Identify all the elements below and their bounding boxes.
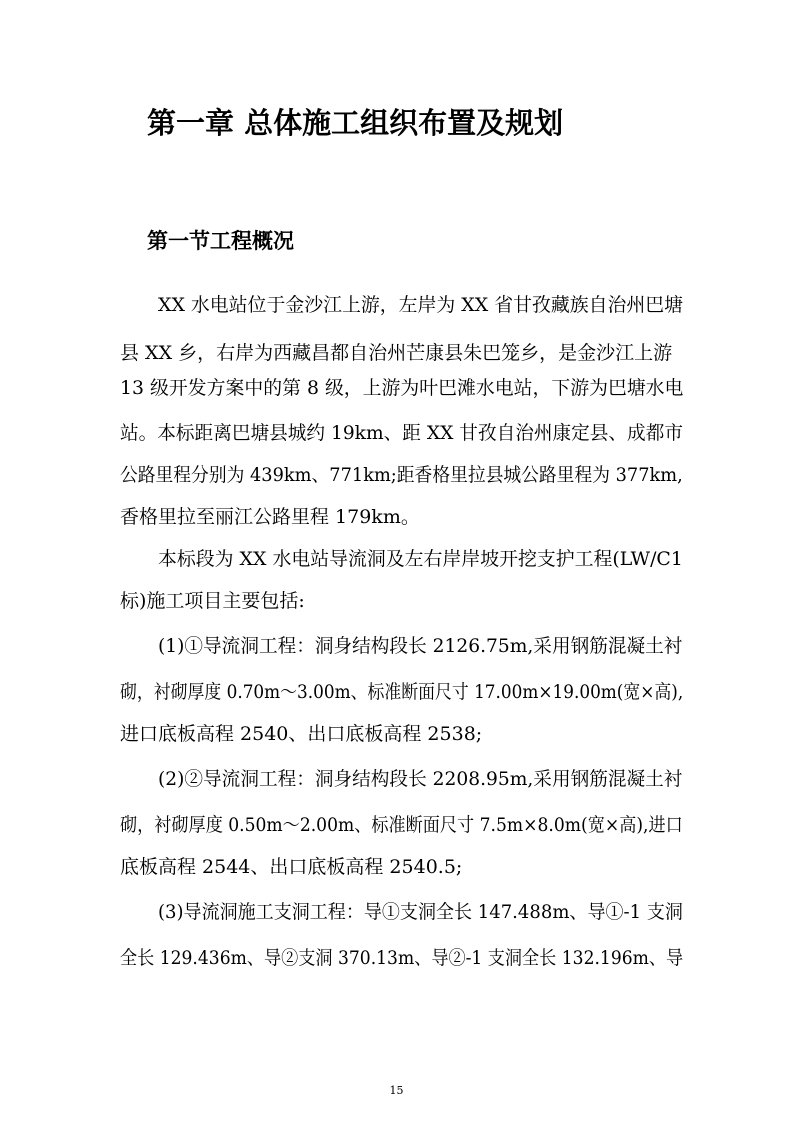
paragraph-5-line-2: 全长 129.436m、导②支洞 370.13m、导②-1 支洞全长 132.196m、导 (120, 947, 684, 969)
paragraph-1-line-2: 县 XX 乡，右岸为西藏昌都自治州芒康县朱巴笼乡，是金沙江上游 (120, 342, 673, 364)
section-title: 第一节工程概况 (147, 229, 294, 253)
paragraph-1-line-1: XX 水电站位于金沙江上游，左岸为 XX 省甘孜藏族自治州巴塘 (158, 294, 684, 316)
paragraph-1-line-3: 13 级开发方案中的第 8 级，上游为叶巴滩水电站，下游为巴塘水电 (120, 377, 684, 399)
paragraph-4-line-2: 砌，衬砌厚度 0.50m～2.00m、标准断面尺寸 7.5m×8.0m(宽×高),进口 (120, 814, 683, 836)
paragraph-1-line-4: 站。本标距离巴塘县城约 19km、距 XX 甘孜自治州康定县、成都市 (120, 422, 683, 444)
paragraph-4-line-3: 底板高程 2544、出口底板高程 2540.5; (120, 856, 463, 878)
paragraph-5-line-1: (3)导流洞施工支洞工程：导①支洞全长 147.488m、导①-1 支洞 (158, 901, 683, 923)
paragraph-3-line-1: (1)①导流洞工程：洞身结构段长 2126.75m,采用钢筋混凝土衬 (158, 635, 683, 657)
paragraph-3-line-3: 进口底板高程 2540、出口底板高程 2538; (120, 723, 483, 745)
paragraph-3-line-2: 砌，衬砌厚度 0.70m～3.00m、标准断面尺寸 17.00m×19.00m(宽×高), (120, 681, 684, 703)
paragraph-2-line-2: 标)施工项目主要包括: (120, 590, 305, 612)
paragraph-1-line-5: 公路里程分别为 439km、771km;距香格里拉县城公路里程为 377km, (120, 464, 683, 486)
paragraph-2-line-1: 本标段为 XX 水电站导流洞及左右岸岸坡开挖支护工程(LW/C1 (158, 548, 683, 570)
paragraph-1-line-6: 香格里拉至丽江公路里程 179km。 (120, 506, 420, 528)
page-number: 15 (389, 1084, 404, 1097)
paragraph-4-line-1: (2)②导流洞工程：洞身结构段长 2208.95m,采用钢筋混凝土衬 (158, 768, 683, 790)
chapter-title: 第一章 总体施工组织布置及规划 (147, 106, 564, 140)
